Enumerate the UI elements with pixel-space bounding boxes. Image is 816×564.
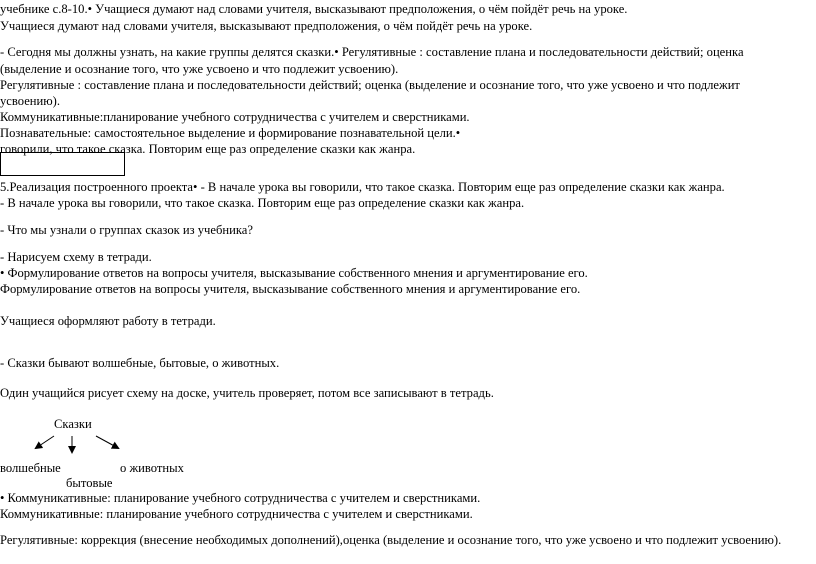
- scheme-center-label: бытовые: [66, 476, 113, 490]
- text-line: - В начале урока вы говорили, что такое сказка. Повторим еще раз определение сказки как жанра.: [0, 196, 525, 210]
- text-line: Коммуникативные: планирование учебного сотрудничества с учителем и сверстниками.: [0, 507, 473, 521]
- text-line: Познавательные: самостоятельное выделение и формирование познавательной цели.•: [0, 126, 461, 140]
- arrow-right-icon: [96, 436, 118, 448]
- text-line: говорили, что такое сказка. Повторим еще раз определение сказки как жанра.: [0, 142, 416, 156]
- scheme-left-label: волшебные: [0, 461, 61, 475]
- text-line: (выделение и осознание того, что уже усвоено и что подлежит усвоению).: [0, 62, 399, 76]
- text-line: Регулятивные : составление плана и последовательности действий; оценка (выделение и осознание того, что уже усвоено и что подлежит: [0, 78, 740, 92]
- scheme-right-label: о животных: [120, 461, 184, 475]
- text-line: • Формулирование ответов на вопросы учителя, высказывание собственного мнения и аргументирование его.: [0, 266, 588, 280]
- scheme-root-label: Сказки: [54, 417, 92, 431]
- text-line: Учащиеся оформляют работу в тетради.: [0, 314, 216, 328]
- text-line: Учащиеся думают над словами учителя, высказывают предположения, о чём пойдёт речь на уроке.: [0, 19, 533, 33]
- text-line: - Что мы узнали о группах сказок из учебника?: [0, 223, 253, 237]
- text-line: - Сегодня мы должны узнать, на какие группы делятся сказки.• Регулятивные : составление плана и последовательности действий; оценка: [0, 45, 744, 59]
- text-line: Один учащийся рисует схему на доске, учитель проверяет, потом все записывают в тетрадь.: [0, 386, 494, 400]
- text-line: • Коммуникативные: планирование учебного сотрудничества с учителем и сверстниками.: [0, 491, 481, 505]
- text-line: учебнике с.8-10.• Учащиеся думают над словами учителя, высказывают предположения, о чём пойдёт речь на уроке.: [0, 2, 628, 16]
- text-line: Регулятивные: коррекция (внесение необходимых дополнений),оценка (выделение и осознание того, что уже усвоено и что подлежит усвоению).: [0, 533, 782, 547]
- text-line: - Сказки бывают волшебные, бытовые, о животных.: [0, 356, 280, 370]
- text-line: усвоению).: [0, 94, 61, 108]
- text-line: - Нарисуем схему в тетради.: [0, 250, 152, 264]
- text-line: 5.Реализация построенного проекта• - В начале урока вы говорили, что такое сказка. Повторим еще раз определение сказки как жанра.: [0, 180, 725, 194]
- arrow-left-icon: [36, 436, 54, 448]
- text-line: Коммуникативные:планирование учебного сотрудничества с учителем и сверстниками.: [0, 110, 470, 124]
- text-line: Формулирование ответов на вопросы учителя, высказывание собственного мнения и аргументирование его.: [0, 282, 581, 296]
